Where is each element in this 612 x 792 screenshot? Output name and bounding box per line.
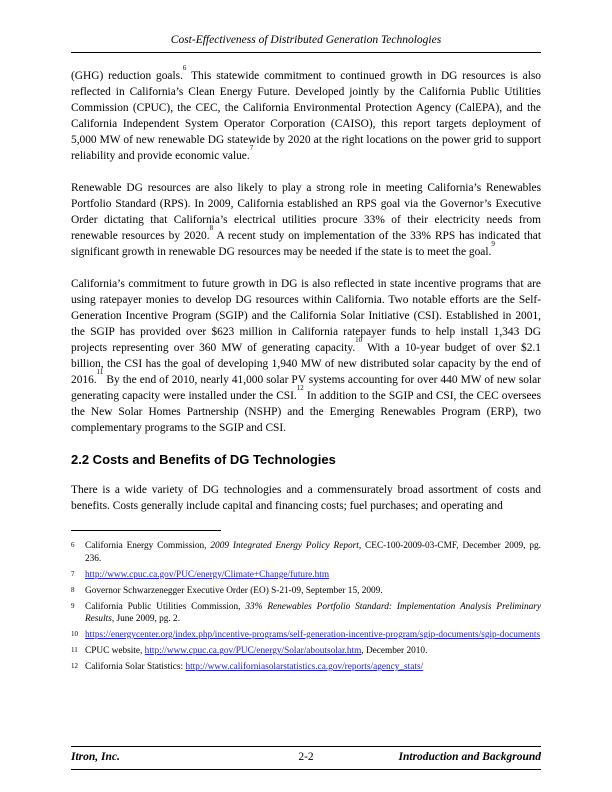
header-title: Cost-Effectiveness of Distributed Generation Technologies [170,34,442,46]
text-run: Renewable DG resources are also likely to play a strong role in meeting California’s Renewables Portfolio Standard (RPS). In 2009, California established an RPS goal via the Governor’s Executive Order dictating that California’s electrical utilities procure 33% of their electricity needs from renewable resources by 2020. [71,182,541,242]
footnote-text [85,645,541,658]
footnote-text [85,540,541,565]
text-run: California’s commitment to future growth in DG is also reflected in state incentive programs that are using ratepayer monies to develop DG resources within California. Two notable efforts are the Self-Generation Incentive Program (SGIP) and the California Solar Initiative (CSI). Established in 2001, the SGIP has provided over $623 million in California ratepayer funds to help install 1,343 DG projects representing over 360 MW of generating capacity. [71,278,541,354]
hyperlink[interactable]: http://www.californiasolarstatistics.ca.gov/reports/agency_stats/ [185,662,424,672]
footnote-number: 9 [71,601,75,610]
footnote-number: 11 [71,646,78,654]
footnote-separator [71,530,221,531]
footnote-text [85,569,541,582]
footnote-item [71,585,541,598]
section-heading: 2.2 Costs and Benefits of DG Technologies [71,452,336,467]
footer-section-title: Introduction and Background [398,751,542,763]
page-footer [71,746,541,770]
footnote-text [85,661,541,674]
footnote-ref-11: 11 [96,368,104,377]
text-run: , December 2010. [361,646,428,656]
text-run: This statewide commitment to continued growth in DG resources is also reflected in California’s Clean Energy Future. Developed jointly by the California Public Utilities Commission (CPUC), the CEC, the California Environmental Protection Agency (CalEPA), and the California Independent System Operator Corporation (CAISO), this report targets deployment of 5,000 MW of new renewable DG statewide by 2020 at the right locations on the power grid to support reliability and provide economic value. [71,70,541,162]
paragraph-2 [71,180,541,260]
footnote-ref-6: 6 [182,64,187,73]
footnote-ref-8: 8 [209,224,214,233]
paragraph-1 [71,64,541,164]
text-run: In addition to the SGIP and CSI, the CEC oversees the New Solar Homes Partnership (NSHP) and the Emerging Renewables Program (ERP), two complementary programs to the SGIP and CSI. [71,390,541,434]
page-header [71,34,541,53]
paragraph-3 [71,276,541,436]
text-run: (GHG) reduction goals. [71,70,183,82]
italic-text: 33% Renewables Portfolio Standard: Implementation Analysis Preliminary Results [85,601,541,624]
footnote-number: 12 [71,662,78,670]
text-run: California Solar Statistics: [85,662,186,672]
text-run: There is a wide variety of DG technologies and a commensurately broad assortment of costs and benefits. Costs generally include capital and financing costs; fuel purchases; and operating and [71,484,541,512]
footnote-number: 6 [71,541,75,549]
footnote-ref-7: 7 [249,144,254,153]
footnote-item [71,540,541,565]
footnote-text [85,585,541,598]
italic-text: 2009 Integrated Energy Policy Report [210,541,359,551]
hyperlink[interactable]: http://www.cpuc.ca.gov/PUC/energy/Climate+Change/future.htm [85,569,330,580]
body-content [71,64,541,514]
hyperlink[interactable]: https://energycenter.org/index.php/incentive-programs/self-generation-incentive-program/sgip-documents/sgip-documents [85,630,541,640]
footnote-item [71,601,541,626]
footnote-item [71,629,541,642]
footnote-item [71,569,541,582]
text-run: A recent study on implementation of the 33% RPS has indicated that significant growth in renewable DG resources may be needed if the state is to meet the goal. [71,230,541,258]
text-run: California Public Utilities Commission, [85,601,246,612]
footer-page-number: 2-2 [298,751,314,763]
footnote-text [85,629,541,642]
text-run: , June 2009, pg. 2. [111,614,181,624]
footnote-number: 10 [71,630,78,638]
footnote-ref-12: 12 [296,384,304,393]
footnote-text [85,601,541,626]
text-run: CPUC website, [85,646,145,656]
paragraph-5 [71,482,541,514]
footnote-number: 8 [71,585,75,594]
hyperlink[interactable]: http://www.cpuc.ca.gov/PUC/energy/Solar/aboutsolar.htm [144,646,362,656]
text-run: Governor Schwarzenegger Executive Order (EO) S-21-09, September 15, 2009. [85,585,383,596]
text-run: California Energy Commission, [85,541,211,551]
footer-company: Itron, Inc. [71,751,120,763]
footnotes-section [71,540,541,674]
footnote-ref-10: 10 [355,336,363,345]
footnote-item [71,661,541,674]
footnote-ref-9: 9 [491,240,495,249]
footnote-number: 7 [71,569,75,578]
text-run: , CEC-100-2009-03-CMF, December 2009, pg. 236. [85,541,541,564]
footnote-item [71,645,541,658]
text-run: By the end of 2010, nearly 41,000 solar PV systems accounting for over 440 MW of new solar generating capacity were installed under the CSI. [71,374,541,402]
text-run: With a 10-year budget of over $2.1 billion, the CSI has the goal of developing 1,940 MW of new distributed solar capacity by the end of 2016. [71,342,541,386]
